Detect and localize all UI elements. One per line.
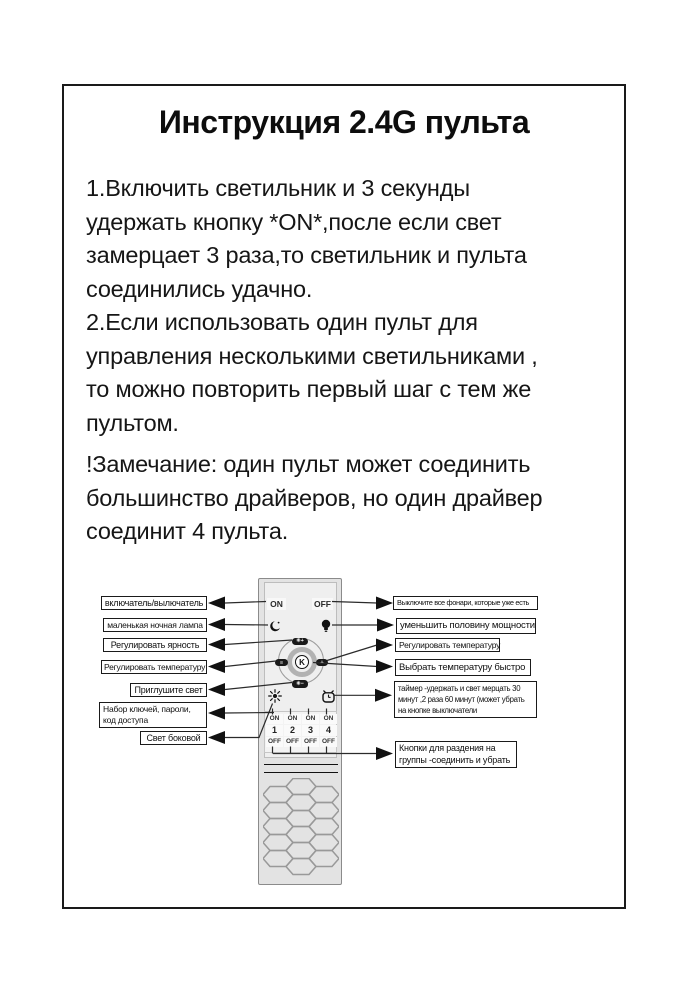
half-power-bulb-icon [320,619,332,633]
instruction-line: 2.Если использовать один пульт для [86,309,478,335]
note-line: соединит 4 пульта. [86,518,289,544]
instruction-line: соединились удачно. [86,275,313,302]
instruction-line: 1.Включить светильник и 3 секунды [86,175,470,201]
callout-dim-light: Приглушите свет [130,683,207,697]
brightness-down-button: ✳− [292,680,308,688]
callout-timer: таймер -удержать и свет мерцать 30 минут ,2 раза 60 минут (может убрать на кнопке выключатели [394,681,537,718]
group1-on-key: ON [266,714,283,724]
group4-on-key: ON [320,714,337,724]
group4-number: 4 [320,725,337,736]
callout-night-lamp: маленькая ночная лампа [103,618,207,632]
temperature-right-button: + [316,659,328,666]
callout-key-set: Набор ключей, пароли, код доступа [99,702,207,728]
off-button: OFF [314,599,331,609]
timer-clock-icon [322,690,335,703]
callout-adjust-temperature-right: Регулировать температуру [395,638,500,652]
instruction-line: удержать кнопку *ON*,после если свет [86,208,502,235]
group4-off-key: OFF [322,738,335,745]
instruction-line: замерцает 3 раза,то светильник и пульта [86,242,527,268]
callout-adjust-brightness: Регулировать ярность [103,638,207,652]
divider-line [264,772,338,773]
side-light-sun-icon [268,689,282,703]
group2-number: 2 [284,725,301,736]
note-text [86,448,616,549]
note-line: !Замечание: один пульт может соединить [86,451,531,477]
group3-number: 3 [302,725,319,736]
group1-off-key: OFF [268,738,281,745]
honeycomb-grip-pattern [263,778,339,876]
note-line: большинство драйверов, но один драйвер [86,484,543,511]
page-title: Инструкция 2.4G пульта [158,104,530,140]
group-keys-panel [264,711,337,753]
divider-line [264,764,338,765]
instructions-text [86,172,616,440]
on-button: ON [267,598,286,610]
callout-group-keys: Кнопки для раздения на группы -соединить и убрать [395,741,517,768]
instruction-line: управления несколькими светильниками , [86,342,538,369]
group-column-3 [302,714,319,752]
group2-off-key: OFF [286,738,299,745]
instruction-line: то можно повторить первый шаг с тем же [86,376,532,402]
kelvin-center-button: K [295,655,309,669]
group1-number: 1 [266,725,283,736]
group3-off-key: OFF [304,738,317,745]
callout-power-switch: включатель/вылючатель [101,596,207,610]
temperature-left-button: ≡ [275,659,288,666]
callout-half-power: уменьшить половину мощности [396,618,536,634]
group-column-2 [284,714,301,752]
group-column-4 [320,714,337,752]
callout-all-off: Выключите все фонари, которые уже есть [393,596,538,610]
instruction-line: пультом. [86,409,179,436]
remote-control [258,578,342,885]
callout-adjust-temperature-left: Регулировать температуру [101,660,207,674]
night-lamp-moon-icon [268,620,281,633]
group-column-1 [266,714,283,752]
callout-quick-temperature: Выбрать температуру быстро [395,659,531,676]
brightness-up-button: ✳+ [292,638,308,646]
callout-side-light: Свет боковой [140,731,207,745]
group3-on-key: ON [302,714,319,724]
group2-on-key: ON [284,714,301,724]
